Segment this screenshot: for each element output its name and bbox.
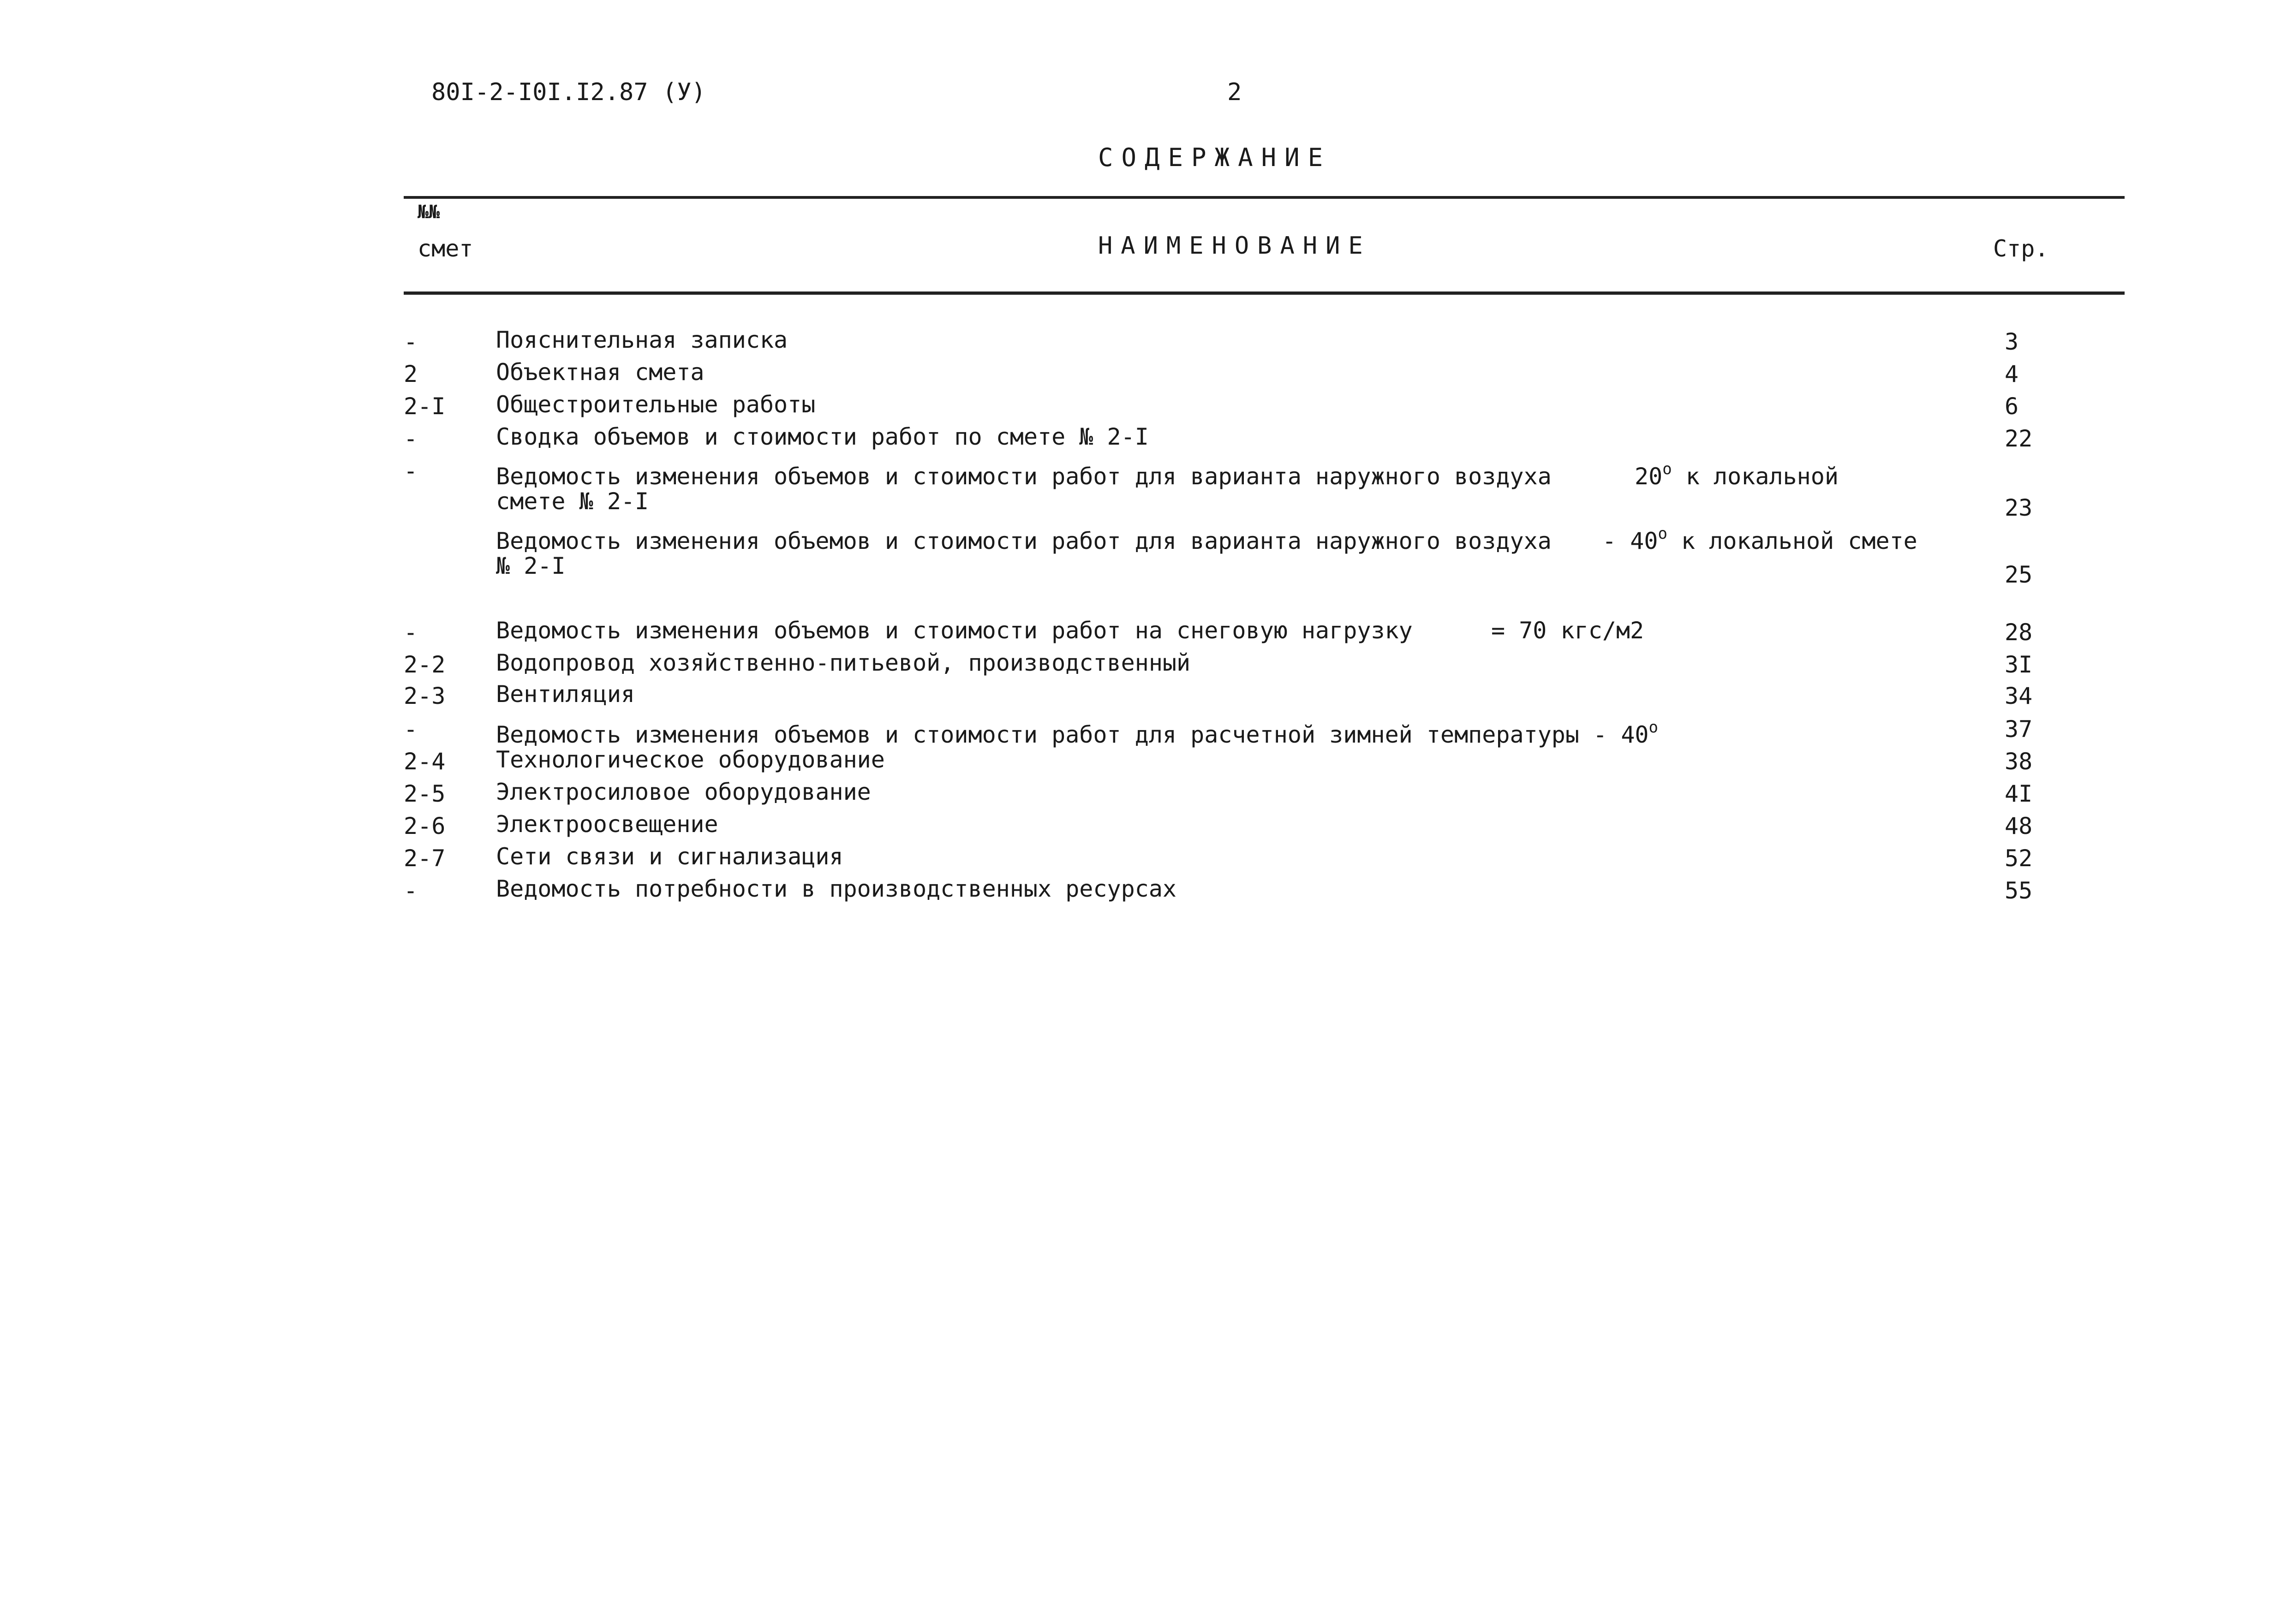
toc-entry-name [496,453,1839,493]
degree-sign: о [1658,524,1667,543]
toc-estimate-number: 2-3 [404,683,446,709]
document-code: 80I-2-I0I.I2.87 (У) [431,78,706,106]
toc-entry-value: - 40 [1593,721,1649,748]
toc-estimate-number: - [404,458,418,484]
toc-estimate-number: - [404,716,418,743]
toc-entry-text: Ведомость изменения объемов и стоимости работ на снеговую нагрузку [496,617,1413,644]
table-header-rule [404,291,2125,295]
table-top-rule [404,196,2125,199]
degree-sign: о [1648,718,1659,737]
page-number: 2 [1227,78,1242,106]
header-number-symbol: №№ [418,202,440,223]
toc-entry-value: 20 [1635,463,1663,490]
toc-estimate-number: - [404,425,418,452]
toc-entry-value: - 40 [1602,528,1658,554]
toc-entry-name: Ведомость потребности в производственных ресурсах [496,875,1177,902]
degree-sign: о [1662,460,1672,478]
toc-entry-name: Сводка объемов и стоимости работ по смете № 2-I [496,423,1149,450]
toc-entry-name: Технологическое оборудование [496,746,885,773]
toc-estimate-number: - [404,877,418,904]
toc-entry-name: Пояснительная записка [496,327,788,353]
toc-entry-text: Ведомость изменения объемов и стоимости работ для расчетной зимней температуры [496,721,1579,748]
toc-entry-name: Водопровод хозяйственно-питьевой, производственный [496,649,1191,676]
toc-page-number: 25 [2005,561,2033,588]
toc-entry-name [496,614,1644,647]
toc-page-number: 52 [2005,845,2033,872]
toc-estimate-number: 2-4 [404,748,446,775]
toc-entry-name [496,518,1917,557]
toc-page-number: 55 [2005,877,2033,904]
toc-page-number: 6 [2005,393,2019,420]
toc-entry-name-line2: смете № 2-I [496,488,649,515]
toc-page-number: 37 [2005,716,2033,743]
toc-entry-name: Электросиловое оборудование [496,779,871,805]
header-name-label: НАИМЕНОВАНИЕ [1098,232,1371,260]
toc-estimate-number: 2-5 [404,780,446,807]
toc-estimate-number: 2-2 [404,651,446,678]
toc-page-number: 34 [2005,683,2033,709]
toc-entry-text: Ведомость изменения объемов и стоимости работ для варианта наружного воздуха [496,528,1552,554]
toc-estimate-number: 2-6 [404,813,446,839]
toc-page-number: 3I [2005,651,2033,678]
toc-entry-text: Ведомость изменения объемов и стоимости работ для варианта наружного воздуха [496,463,1552,490]
toc-entry-name: Электроосвещение [496,811,718,838]
toc-entry-name: Объектная смета [496,359,705,386]
header-page-label: Стр. [1993,235,2049,262]
toc-page-number: 23 [2005,494,2033,521]
toc-entry-name: Вентиляция [496,681,635,708]
toc-page-number: 48 [2005,813,2033,839]
toc-entry-name-line2: № 2-I [496,553,566,579]
toc-entry-name: Сети связи и сигнализация [496,843,843,870]
toc-entry-name: Общестроительные работы [496,391,816,418]
header-estimates-label: смет [418,235,473,262]
toc-estimate-number: 2-I [404,393,446,420]
toc-page-number: 4 [2005,361,2019,387]
toc-page-number: 4I [2005,780,2033,807]
toc-entry-text-suffix: к локальной [1685,463,1839,490]
toc-page-number: 28 [2005,619,2033,646]
toc-estimate-number: 2 [404,361,418,387]
toc-page-number: 3 [2005,328,2019,355]
toc-estimate-number: 2-7 [404,845,446,872]
page-title: СОДЕРЖАНИЕ [1098,143,1332,172]
toc-page-number: 38 [2005,748,2033,775]
toc-entry-value: = 70 кгс/м2 [1491,617,1644,644]
toc-estimate-number: - [404,619,418,646]
toc-entry-text-suffix: к локальной смете [1681,528,1917,554]
toc-estimate-number: - [404,328,418,355]
toc-page-number: 22 [2005,425,2033,452]
